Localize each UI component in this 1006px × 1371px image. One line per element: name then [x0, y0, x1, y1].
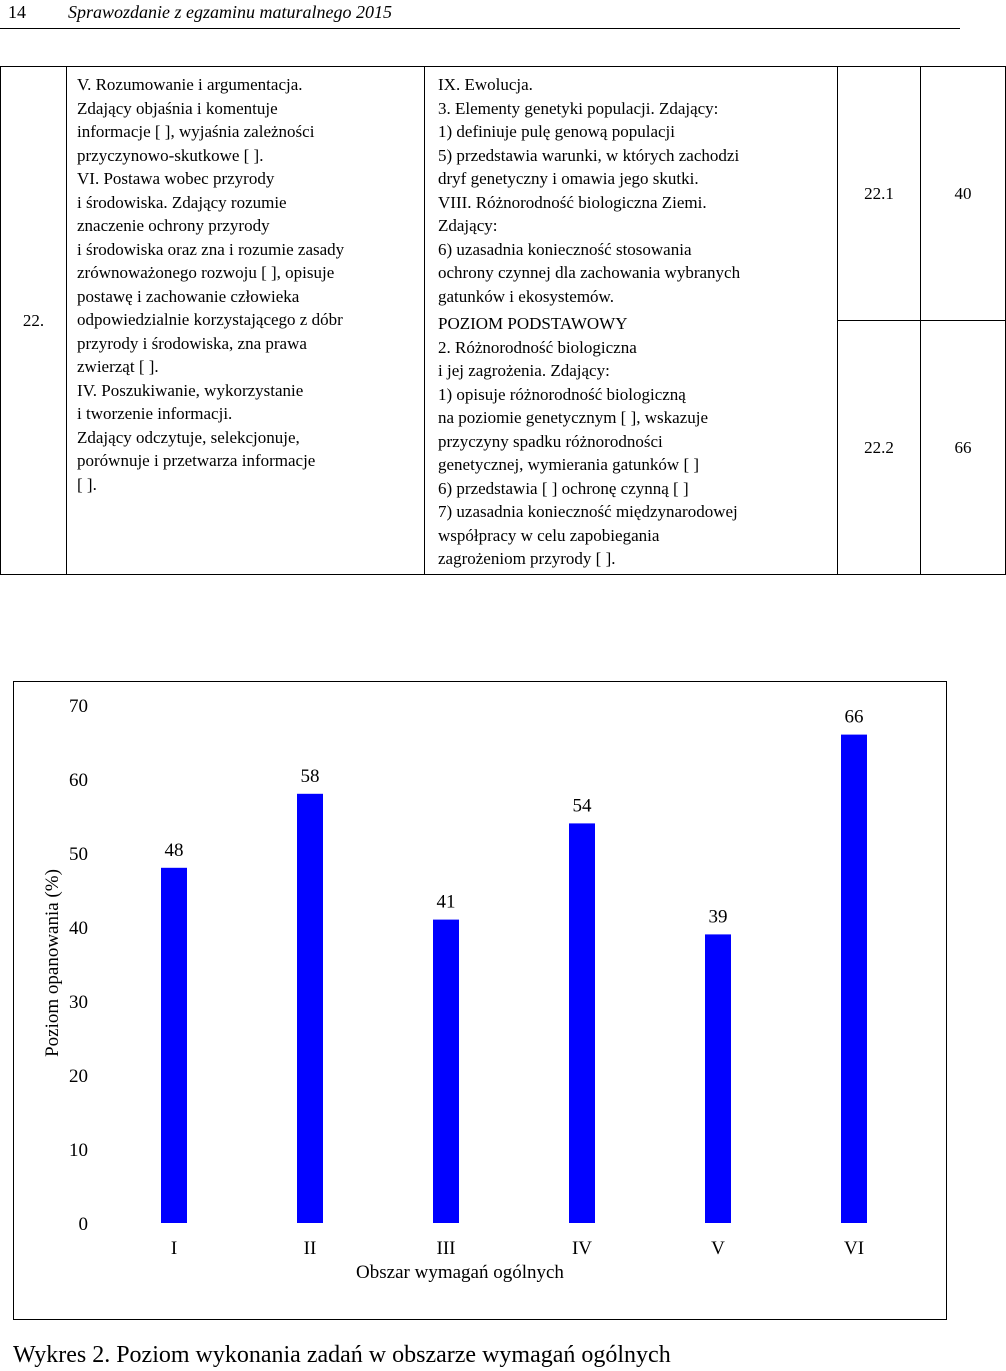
- detail-line: przyczyny spadku różnorodności: [438, 431, 663, 451]
- detail-line: gatunków i ekosystemów.: [438, 286, 614, 306]
- general-line: informacje [ ], wyjaśnia zależności: [77, 122, 315, 141]
- detail-line: dryf genetyczny i omawia jego skutki.: [438, 169, 699, 188]
- detail-line: 5) przedstawia warunki, w których zachodzi: [438, 145, 740, 165]
- x-tick-label: VI: [843, 1238, 865, 1259]
- general-line: postawę i zachowanie człowieka: [77, 286, 300, 306]
- general-line: przyrody i środowiska, zna prawa: [77, 333, 307, 353]
- bar: [433, 920, 459, 1223]
- y-tick-label: 0: [78, 1214, 88, 1235]
- detail-line: 1) definiuje pulę genową populacji: [438, 122, 675, 141]
- task-number-cell: [1, 67, 67, 575]
- x-tick-label: I: [170, 1238, 178, 1259]
- general-line: przyczynowo-skutkowe [ ].: [77, 145, 264, 165]
- detail-line: genetycznej, wymierania gatunków [ ]: [438, 455, 700, 474]
- general-line: zwierząt [ ].: [77, 357, 159, 376]
- detail-line: i jej zagrożenia. Zdający:: [438, 361, 610, 380]
- y-tick-label: 50: [69, 844, 88, 865]
- subtask-cell: [838, 67, 921, 321]
- x-tick-label: II: [303, 1238, 317, 1259]
- general-requirements-text: [77, 67, 416, 496]
- general-line: porównuje i przetwarza informacje: [77, 451, 316, 470]
- bar-chart: [14, 682, 946, 1319]
- detail-line: 6) uzasadnia konieczność stosowania: [438, 239, 692, 259]
- detailed-requirements-cell: [425, 67, 838, 575]
- result-cell: [921, 67, 1006, 321]
- detailed-requirements-text: [438, 67, 829, 571]
- y-axis-title: Poziom opanowania (%): [42, 869, 63, 1057]
- detail-line: na poziomie genetycznym [ ], wskazuje: [438, 408, 709, 427]
- y-tick-label: 40: [69, 918, 88, 939]
- general-line: zrównoważonego rozwoju [ ], opisuje: [77, 263, 335, 282]
- detail-line: zagrożeniom przyrody [ ].: [438, 549, 616, 568]
- page-header: [0, 0, 960, 29]
- general-line: znaczenie ochrony przyrody: [77, 216, 270, 235]
- general-requirements-cell: [67, 67, 425, 575]
- figure-caption: Wykres 2. Poziom wykonania zadań w obszarze wymagań ogólnych: [13, 1342, 671, 1368]
- detail-line: ochrony czynnej dla zachowania wybranych: [438, 263, 741, 282]
- bar: [705, 934, 731, 1223]
- detail-line: 2. Różnorodność biologiczna: [438, 337, 637, 357]
- data-label: 58: [300, 765, 320, 787]
- data-label: 41: [436, 891, 456, 913]
- page-number: 14: [8, 2, 26, 22]
- bar: [161, 868, 187, 1223]
- y-tick-label: 30: [69, 992, 88, 1013]
- x-tick-label: V: [711, 1238, 725, 1259]
- result-value: 66: [954, 437, 972, 457]
- x-axis-title: Obszar wymagań ogólnych: [356, 1262, 564, 1283]
- basic-level-heading: POZIOM PODSTAWOWY: [438, 314, 628, 333]
- general-line: i środowiska oraz zna i rozumie zasady: [77, 239, 345, 259]
- data-label: 66: [844, 706, 864, 728]
- general-line: Zdający objaśnia i komentuje: [77, 98, 278, 118]
- detail-line: VIII. Różnorodność biologiczna Ziemi.: [438, 192, 707, 212]
- bar: [569, 823, 595, 1223]
- bar: [297, 794, 323, 1223]
- task-number: 22.: [22, 310, 45, 330]
- result-cell: [921, 321, 1006, 575]
- general-line: i tworzenie informacji.: [77, 404, 233, 423]
- y-tick-label: 10: [69, 1140, 88, 1161]
- requirements-table: [0, 66, 1006, 575]
- general-line: Zdający odczytuje, selekcjonuje,: [77, 427, 300, 447]
- general-line: i środowiska. Zdający rozumie: [77, 192, 287, 212]
- general-line: IV. Poszukiwanie, wykorzystanie: [77, 380, 304, 400]
- general-line: VI. Postawa wobec przyrody: [77, 169, 275, 188]
- page-header-title: Sprawozdanie z egzaminu maturalnego 2015: [68, 2, 392, 22]
- data-label: 54: [572, 795, 592, 817]
- data-label: 48: [164, 839, 184, 861]
- x-tick-label: III: [436, 1238, 456, 1259]
- x-tick-label: IV: [571, 1238, 593, 1259]
- y-tick-label: 60: [69, 770, 88, 791]
- detail-line: 6) przedstawia [ ] ochronę czynną [ ]: [438, 478, 689, 498]
- data-label: 39: [708, 906, 728, 928]
- bar: [841, 735, 867, 1223]
- detail-line: 1) opisuje różnorodność biologiczną: [438, 384, 686, 404]
- subtask-number: 22.1: [864, 183, 894, 203]
- subtask-cell: [838, 321, 921, 575]
- detail-line: Zdający:: [438, 216, 498, 235]
- general-line: V. Rozumowanie i argumentacja.: [77, 75, 303, 94]
- general-line: [ ].: [77, 474, 97, 494]
- detail-line: 3. Elementy genetyki populacji. Zdający:: [438, 98, 719, 118]
- general-line: odpowiedzialnie korzystającego z dóbr: [77, 310, 343, 329]
- detail-line: IX. Ewolucja.: [438, 75, 533, 94]
- result-value: 40: [954, 183, 972, 203]
- y-tick-label: 20: [69, 1066, 88, 1087]
- subtask-number: 22.2: [864, 437, 894, 457]
- detail-line: współpracy w celu zapobiegania: [438, 525, 660, 545]
- detail-line: 7) uzasadnia konieczność międzynarodowej: [438, 502, 738, 521]
- chart-frame: [13, 681, 947, 1320]
- y-tick-label: 70: [69, 696, 88, 717]
